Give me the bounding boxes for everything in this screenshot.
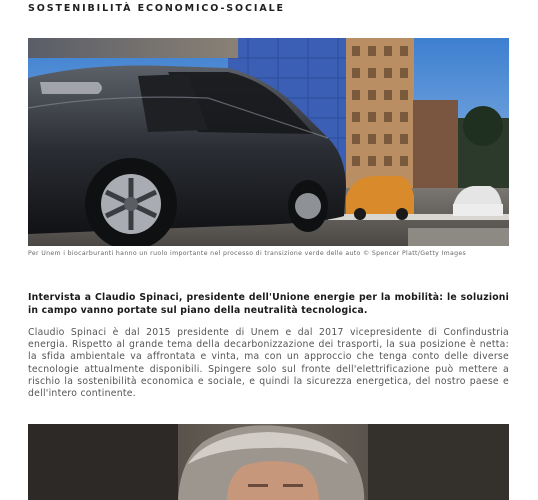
section-title: SOSTENIBILITÀ ECONOMICO-SOCIALE — [28, 3, 285, 14]
article-photo-portrait — [28, 424, 509, 500]
article-body: Claudio Spinaci è dal 2015 presidente di Unem e dal 2017 vicepresidente di Confindustria energia. Rispetto al grande tema della decarbonizzazione dei trasporti, la sua posizione è netta: la sfida ambientale va affrontata e vinta, ma con un approccio che tenga conto delle diverse tecnologie attualmente disponibili. Spingere solo sul fronte dell'elettrificazione può mettere a rischio la sostenibilità economica e sociale, e quindi la sicurezza energetica, del nostro paese e dell'intero continente. — [28, 327, 509, 400]
article-lead: Intervista a Claudio Spinaci, presidente dell'Unione energie per la mobilità: le soluzioni in campo vanno portate sul piano della neutralità tecnologica. — [28, 292, 509, 316]
article-photo-car — [28, 38, 509, 246]
image-caption: Per Unem i biocarburanti hanno un ruolo importante nel processo di transizione verde delle auto © Spencer Platt/Getty Images — [28, 250, 467, 257]
